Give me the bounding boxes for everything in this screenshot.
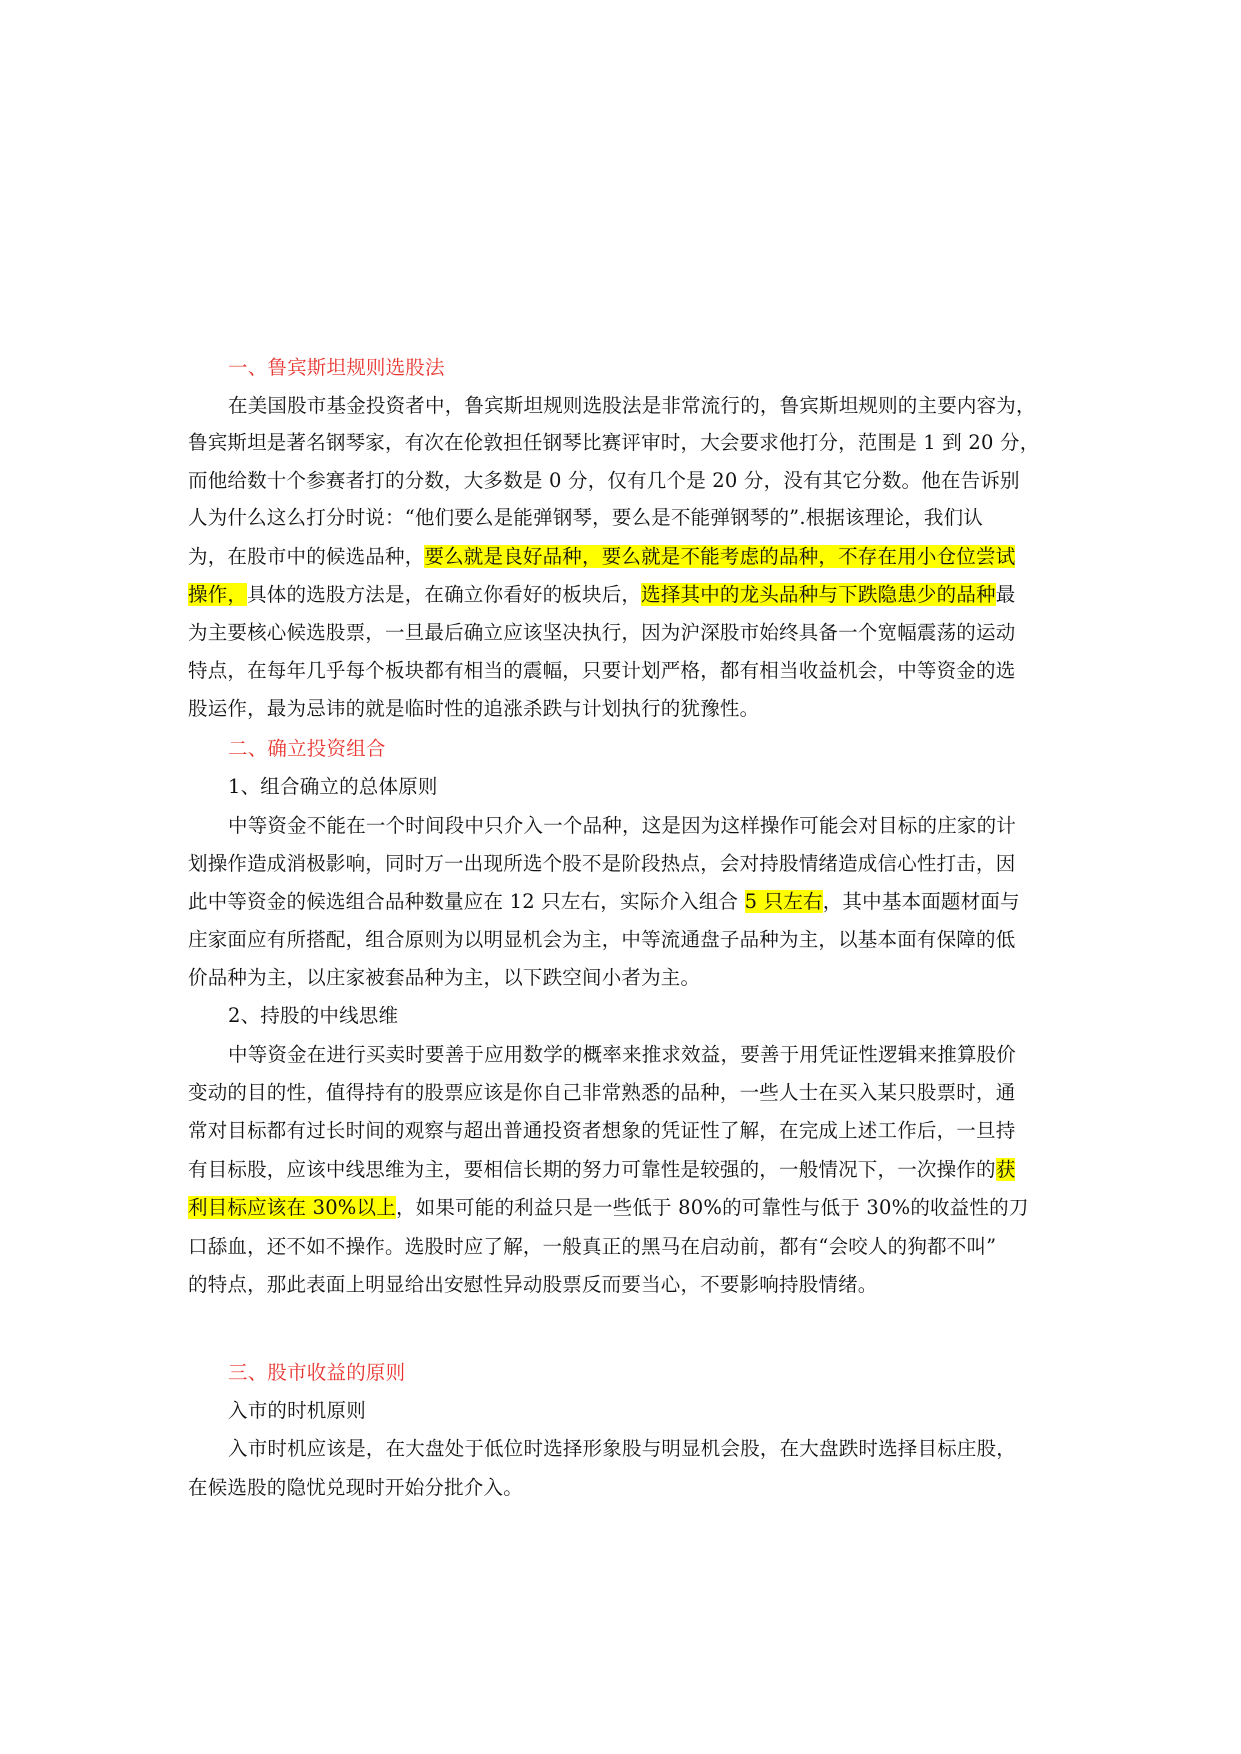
highlighted-text: 5 只左右 xyxy=(744,890,823,913)
paragraph-line xyxy=(188,544,1015,570)
paragraph-line xyxy=(188,1157,1015,1183)
paragraph-line: 口舔血，还不如不操作。选股时应了解，一般真正的黑马在启动前，都有“会咬人的狗都不叫” xyxy=(188,1235,997,1258)
paragraph-line: 股运作，最为忌讳的就是临时性的追涨杀跌与计划执行的犹豫性。 xyxy=(188,697,760,720)
paragraph-line: 中等资金不能在一个时间段中只介入一个品种，这是因为这样操作可能会对目标的庄家的计 xyxy=(228,814,1017,837)
paragraph-line: 为主要核心候选股票，一旦最后确立应该坚决执行，因为沪深股市始终具备一个宽幅震荡的运动 xyxy=(188,621,1016,644)
text-run: 为，在股市中的候选品种， xyxy=(188,545,425,568)
paragraph-line: 变动的目的性，值得持有的股票应该是你自己非常熟悉的品种，一些人士在买入某只股票时，通 xyxy=(188,1081,1016,1104)
highlighted-text: 选择其中的龙头品种与下跌隐患少的品种 xyxy=(641,583,996,606)
paragraph-line: 划操作造成消极影响，同时万一出现所选个股不是阶段热点，会对持股情绪造成信心性打击，因 xyxy=(188,852,1016,875)
text-run: 有目标股，应该中线思维为主，要相信长期的努力可靠性是较强的，一般情况下，一次操作的 xyxy=(188,1158,996,1181)
paragraph-line: 的特点，那此表面上明显给出安慰性异动股票反而要当心，不要影响持股情绪。 xyxy=(188,1273,878,1296)
paragraph-line: 入市时机应该是，在大盘处于低位时选择形象股与明显机会股，在大盘跌时选择目标庄股， xyxy=(228,1437,1017,1460)
text-run: 具体的选股方法是，在确立你看好的板块后， xyxy=(247,583,642,606)
highlighted-text: 获 xyxy=(995,1158,1016,1181)
subheading: 入市的时机原则 xyxy=(228,1399,366,1422)
text-run: ，如果可能的利益只是一些低于 80%的可靠性与低于 30%的收益性的刀 xyxy=(395,1196,1029,1219)
paragraph-line: 特点，在每年几乎每个板块都有相当的震幅，只要计划严格，都有相当收益机会，中等资金的选 xyxy=(188,659,1016,682)
paragraph-line: 在候选股的隐忧兑现时开始分批介入。 xyxy=(188,1476,523,1499)
section-heading-1: 一、鲁宾斯坦规则选股法 xyxy=(228,356,445,379)
paragraph-line: 而他给数十个参赛者打的分数，大多数是 0 分，仅有几个是 20 分，没有其它分数。他在告诉别 xyxy=(188,469,1020,492)
section-heading-3: 三、股市收益的原则 xyxy=(228,1361,406,1384)
text-run: 此中等资金的候选组合品种数量应在 12 只左右，实际介入组合 xyxy=(188,890,745,913)
highlighted-text: 要么就是良好品种，要么就是不能考虑的品种，不存在用小仓位尝试 xyxy=(424,545,1016,568)
paragraph-line: 常对目标都有过长时间的观察与超出普通投资者想象的凭证性了解，在完成上述工作后，一旦持 xyxy=(188,1119,1016,1142)
paragraph-line xyxy=(188,582,1015,608)
text-run: 最 xyxy=(995,583,1016,606)
paragraph-line: 鲁宾斯坦是著名钢琴家，有次在伦敦担任钢琴比赛评审时，大会要求他打分，范围是 1 到 20 分， xyxy=(188,431,1040,454)
paragraph-line: 庄家面应有所搭配，组合原则为以明显机会为主，中等流通盘子品种为主，以基本面有保障的低 xyxy=(188,928,1016,951)
text-run: ，其中基本面题材面与 xyxy=(822,890,1020,913)
paragraph-line: 在美国股市基金投资者中，鲁宾斯坦规则选股法是非常流行的，鲁宾斯坦规则的主要内容为， xyxy=(228,394,1036,417)
paragraph-line xyxy=(188,889,1020,915)
paragraph-line: 中等资金在进行买卖时要善于应用数学的概率来推求效益，要善于用凭证性逻辑来推算股价 xyxy=(228,1043,1017,1066)
highlighted-text: 操作， xyxy=(188,583,248,606)
paragraph-line: 人为什么这么打分时说：“他们要么是能弹钢琴，要么是不能弹钢琴的”.根据该理论，我们认 xyxy=(188,506,984,529)
section-heading-2: 二、确立投资组合 xyxy=(228,737,386,760)
highlighted-text: 利目标应该在 30%以上 xyxy=(188,1196,396,1219)
subheading: 2、持股的中线思维 xyxy=(228,1004,399,1027)
paragraph-line xyxy=(188,1195,1029,1221)
paragraph-line: 价品种为主，以庄家被套品种为主，以下跌空间小者为主。 xyxy=(188,966,701,989)
subheading: 1、组合确立的总体原则 xyxy=(228,775,438,798)
